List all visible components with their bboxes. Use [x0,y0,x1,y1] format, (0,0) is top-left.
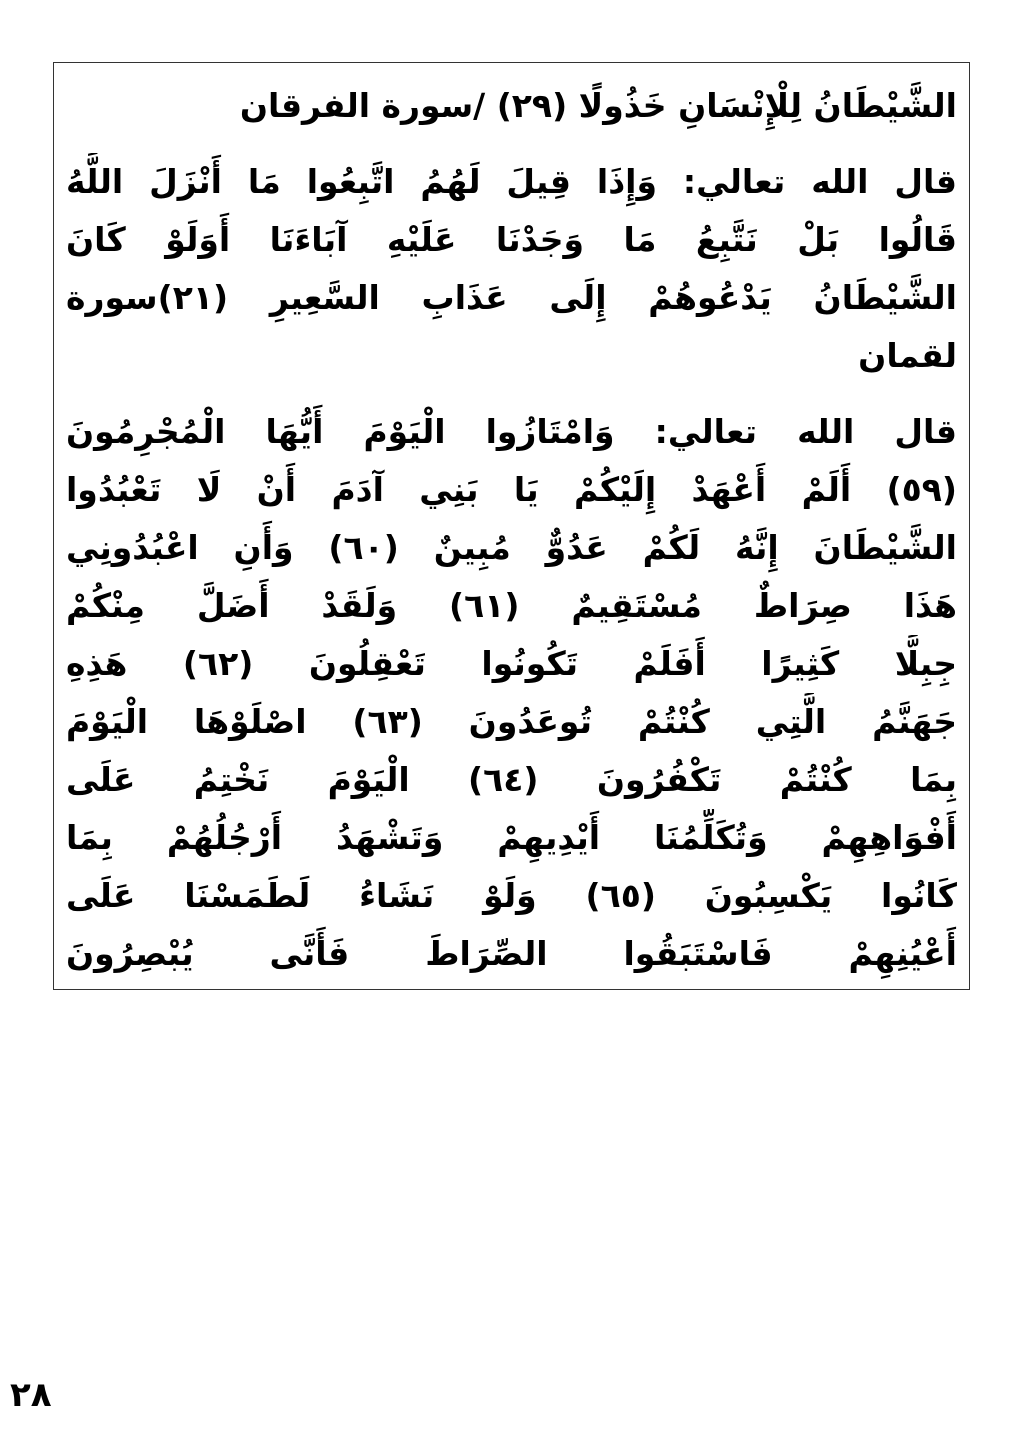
text-line: الشَّيْطَانُ يَدْعُوهُمْ إِلَى عَذَابِ السَّعِيرِ (٢١)سورة [66,278,957,317]
text-line: (٥٩) أَلَمْ أَعْهَدْ إِلَيْكُمْ يَا بَنِي آدَمَ أَنْ لَا تَعْبُدُوا [66,470,957,509]
paragraph-gap [66,135,957,153]
text-line: قال الله تعالي: وَامْتَازُوا الْيَوْمَ أَيُّهَا الْمُجْرِمُونَ [66,412,957,451]
page-number: ٢٨ [10,1375,52,1415]
text-line: الشَّيْطَانُ لِلْإِنْسَانِ خَذُولًا (٢٩) /سورة الفرقان [239,86,957,125]
paragraph-gap [66,385,957,403]
quran-text-frame [53,62,970,990]
text-line: جَهَنَّمُ الَّتِي كُنْتُمْ تُوعَدُونَ (٦٣) اصْلَوْهَا الْيَوْمَ [66,702,957,741]
text-line: لقمان [858,336,957,375]
text-line: قال الله تعالي: وَإِذَا قِيلَ لَهُمُ اتَّبِعُوا مَا أَنْزَلَ اللَّهُ [66,162,957,201]
text-line: الشَّيْطَانَ إِنَّهُ لَكُمْ عَدُوٌّ مُبِينٌ (٦٠) وَأَنِ اعْبُدُونِي [66,528,957,567]
text-line: كَانُوا يَكْسِبُونَ (٦٥) وَلَوْ نَشَاءُ لَطَمَسْنَا عَلَى [66,876,957,915]
text-line: أَفْوَاهِهِمْ وَتُكَلِّمُنَا أَيْدِيهِمْ وَتَشْهَدُ أَرْجُلُهُمْ بِمَا [66,818,957,857]
text-line: جِبِلًّا كَثِيرًا أَفَلَمْ تَكُونُوا تَعْقِلُونَ (٦٢) هَذِهِ [66,644,957,683]
text-line: أَعْيُنِهِمْ فَاسْتَبَقُوا الصِّرَاطَ فَأَنَّى يُبْصِرُونَ [66,934,957,973]
text-line: قَالُوا بَلْ نَتَّبِعُ مَا وَجَدْنَا عَلَيْهِ آبَاءَنَا أَوَلَوْ كَانَ [66,220,957,259]
text-line: بِمَا كُنْتُمْ تَكْفُرُونَ (٦٤) الْيَوْمَ نَخْتِمُ عَلَى [66,760,957,799]
text-line: هَذَا صِرَاطٌ مُسْتَقِيمٌ (٦١) وَلَقَدْ أَضَلَّ مِنْكُمْ [66,586,957,625]
